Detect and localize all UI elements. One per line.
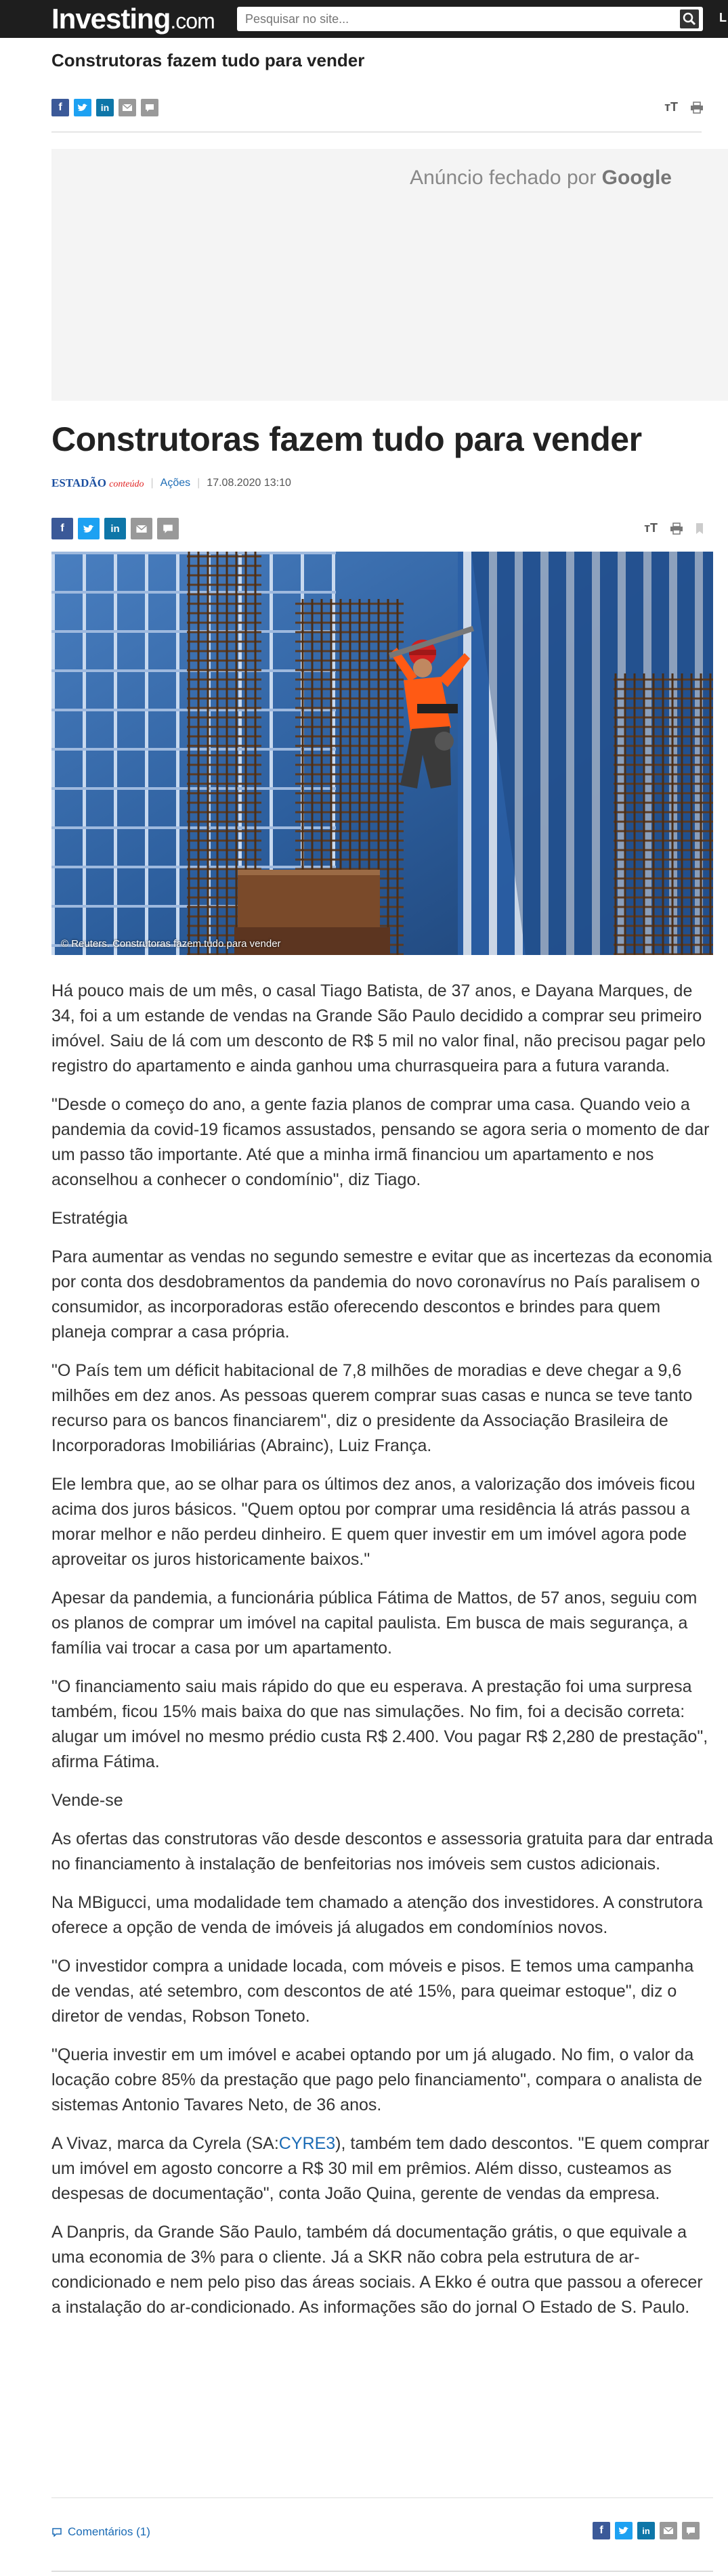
print-icon[interactable] bbox=[670, 523, 683, 535]
linkedin-icon[interactable]: in bbox=[637, 2522, 655, 2539]
article-title: Construtoras fazem tudo para vender bbox=[51, 420, 642, 458]
email-icon[interactable] bbox=[119, 99, 136, 116]
category-link[interactable]: Ações bbox=[160, 477, 191, 489]
twitter-icon[interactable] bbox=[78, 518, 100, 539]
search-button[interactable] bbox=[680, 9, 699, 28]
section-heading: Vende-se bbox=[51, 1791, 123, 1810]
email-icon[interactable] bbox=[660, 2522, 677, 2539]
paragraph: "Desde o começo do ano, a gente fazia planos de comprar uma casa. Quando veio a pandemia da covid-19 ficamos assustados, pensando se agora seria o momento de dar um passo tão importante. Até que a minha irmã financiou um apartamento e nos aconselhou a conhecer o condomínio", diz Tiago. bbox=[51, 1095, 710, 1189]
search-box bbox=[237, 7, 703, 31]
source-logo[interactable]: ESTADÃO conteúdo bbox=[51, 476, 144, 489]
stock-link-cyre3[interactable]: CYRE3 bbox=[278, 2134, 336, 2153]
comment-icon[interactable] bbox=[682, 2522, 700, 2539]
paragraph: "Queria investir em um imóvel e acabei optando por um já alugado. No fim, o valor da locação cobre 85% da prestação que pago pelo financiamento", compara o analista de sistemas Antonio Tavares Neto, de 36 anos. bbox=[51, 2045, 702, 2114]
comment-bubble-icon bbox=[51, 2527, 62, 2537]
paragraph: Há pouco mais de um mês, o casal Tiago Batista, de 37 anos, e Dayana Marques, de 34, foi a um estande de vendas na Grande São Paulo decidido a comprar seu primeiro imóvel. Saiu de lá com um desconto de R$ 5 mil no valor final, não precisou pagar pelo registro do apartamento e ainda ganhou uma churrasqueira para a futura varanda. bbox=[51, 981, 706, 1075]
paragraph: "O investidor compra a unidade locada, com móveis e pisos. E temos uma campanha de vendas, até setembro, com descontos de até 15%, para queimar estoque", diz o diretor de vendas, Robson Toneto. bbox=[51, 1957, 694, 2026]
linkedin-icon[interactable]: in bbox=[96, 99, 114, 116]
article-photo bbox=[51, 552, 713, 955]
twitter-icon[interactable] bbox=[615, 2522, 633, 2539]
header-right-fragment[interactable]: L bbox=[719, 11, 727, 24]
section-heading: Estratégia bbox=[51, 1209, 128, 1228]
article-body bbox=[51, 979, 713, 2334]
facebook-icon[interactable]: f bbox=[593, 2522, 610, 2539]
publish-date: 17.08.2020 13:10 bbox=[207, 477, 291, 489]
paragraph: Ele lembra que, ao se olhar para os últimos dez anos, a valorização dos imóveis ficou acima dos juros básicos. "Quem optou por comprar uma residência lá atrás passou a morar melhor e não perdeu dinheiro. E quem quer investir em um imóvel agora pode aproveitar os juros historicamente baixos." bbox=[51, 1475, 695, 1569]
sticky-tools bbox=[664, 100, 704, 114]
paragraph: A Danpris, da Grande São Paulo, também dá documentação grátis, o que equivale a uma economia de 3% para o cliente. Já a SKR não cobra pela estrutura de ar-condicionado e nem pelo piso das áreas sociais. A Ekko é outra que passou a oferecer a instalação do ar-condicionado. As informações são do jornal O Estado de S. Paulo. bbox=[51, 2223, 703, 2317]
sticky-article-title: Construtoras fazem tudo para vender bbox=[51, 50, 365, 70]
comment-icon[interactable] bbox=[141, 99, 158, 116]
linkedin-icon[interactable]: in bbox=[104, 518, 126, 539]
comments-link[interactable]: Comentários (1) bbox=[51, 2525, 150, 2539]
font-size-icon[interactable]: тT bbox=[644, 521, 658, 535]
facebook-icon[interactable]: f bbox=[51, 99, 69, 116]
twitter-icon[interactable] bbox=[74, 99, 91, 116]
print-icon[interactable] bbox=[690, 102, 704, 114]
bookmark-icon[interactable] bbox=[695, 523, 704, 535]
article-meta: ESTADÃO conteúdo | Ações | 17.08.2020 13:10 bbox=[51, 476, 291, 489]
search-icon bbox=[680, 9, 699, 28]
paragraph: Apesar da pandemia, a funcionária pública Fátima de Mattos, de 57 anos, seguiu com os planos de comprar um imóvel na capital paulista. Em busca de mais segurança, a família vai trocar a casa por um apartamento. bbox=[51, 1589, 698, 1658]
investing-logo[interactable]: Investing.com bbox=[51, 3, 215, 35]
construction-worker-photo bbox=[51, 552, 713, 955]
facebook-icon[interactable]: f bbox=[51, 518, 73, 539]
google-logo: Google bbox=[601, 166, 672, 189]
paragraph: A Vivaz, marca da Cyrela (SA:CYRE3), também tem dado descontos. "E quem comprar um imóvel em agosto concorre a R$ 30 mil em prêmios. Além disso, custeamos as despesas de documentação", conta João Quina, gerente de vendas da empresa. bbox=[51, 2134, 710, 2203]
search-input[interactable] bbox=[237, 7, 657, 31]
divider bbox=[51, 2571, 713, 2572]
email-icon[interactable] bbox=[131, 518, 152, 539]
photo-caption: © Reuters. Construtoras fazem tudo para vender bbox=[61, 938, 281, 950]
comment-icon[interactable] bbox=[157, 518, 179, 539]
article-tools bbox=[644, 521, 704, 535]
font-size-icon[interactable]: тT bbox=[664, 100, 678, 114]
paragraph: Para aumentar as vendas no segundo semestre e evitar que as incertezas da economia por conta dos desdobramentos da pandemia do novo coronavírus no País paralisem o consumidor, as incorporadoras estão oferecendo descontos e brindes para quem planeja comprar a casa própria. bbox=[51, 1247, 712, 1341]
ad-closed-notice: Anúncio fechado por Google bbox=[410, 166, 672, 189]
article-share-bar bbox=[51, 518, 179, 539]
paragraph: "O País tem um déficit habitacional de 7,8 milhões de moradias e deve chegar a 9,6 milhões em dez anos. As pessoas querem comprar suas casas e nunca se teve tanto recurso para os bancos financiarem", diz o presidente da Associação Brasileira de Incorporadoras Imobiliárias (Abrainc), Luiz França. bbox=[51, 1361, 693, 1455]
ad-container bbox=[51, 149, 728, 401]
sticky-share-bar bbox=[51, 99, 158, 118]
top-navigation-bar bbox=[0, 0, 728, 38]
divider bbox=[51, 2497, 713, 2498]
paragraph: Na MBigucci, uma modalidade tem chamado a atenção dos investidores. A construtora oferece a opção de venda de imóveis já alugados em condomínios novos. bbox=[51, 1893, 703, 1937]
footer-share-bar bbox=[593, 2522, 700, 2539]
paragraph: As ofertas das construtoras vão desde descontos e assessoria gratuita para dar entrada no financiamento à instalação de benfeitorias nos imóveis sem custos adicionais. bbox=[51, 1829, 713, 1873]
divider bbox=[51, 131, 702, 133]
paragraph: "O financiamento saiu mais rápido do que eu esperava. A prestação foi uma surpresa também, ficou 15% mais baixa do que nas simulações. No fim, foi a decisão correta: alugar um imóvel no mesmo prédio custa R$ 2.400. Vou pagar R$ 2,280 de prestação", afirma Fátima. bbox=[51, 1677, 708, 1771]
